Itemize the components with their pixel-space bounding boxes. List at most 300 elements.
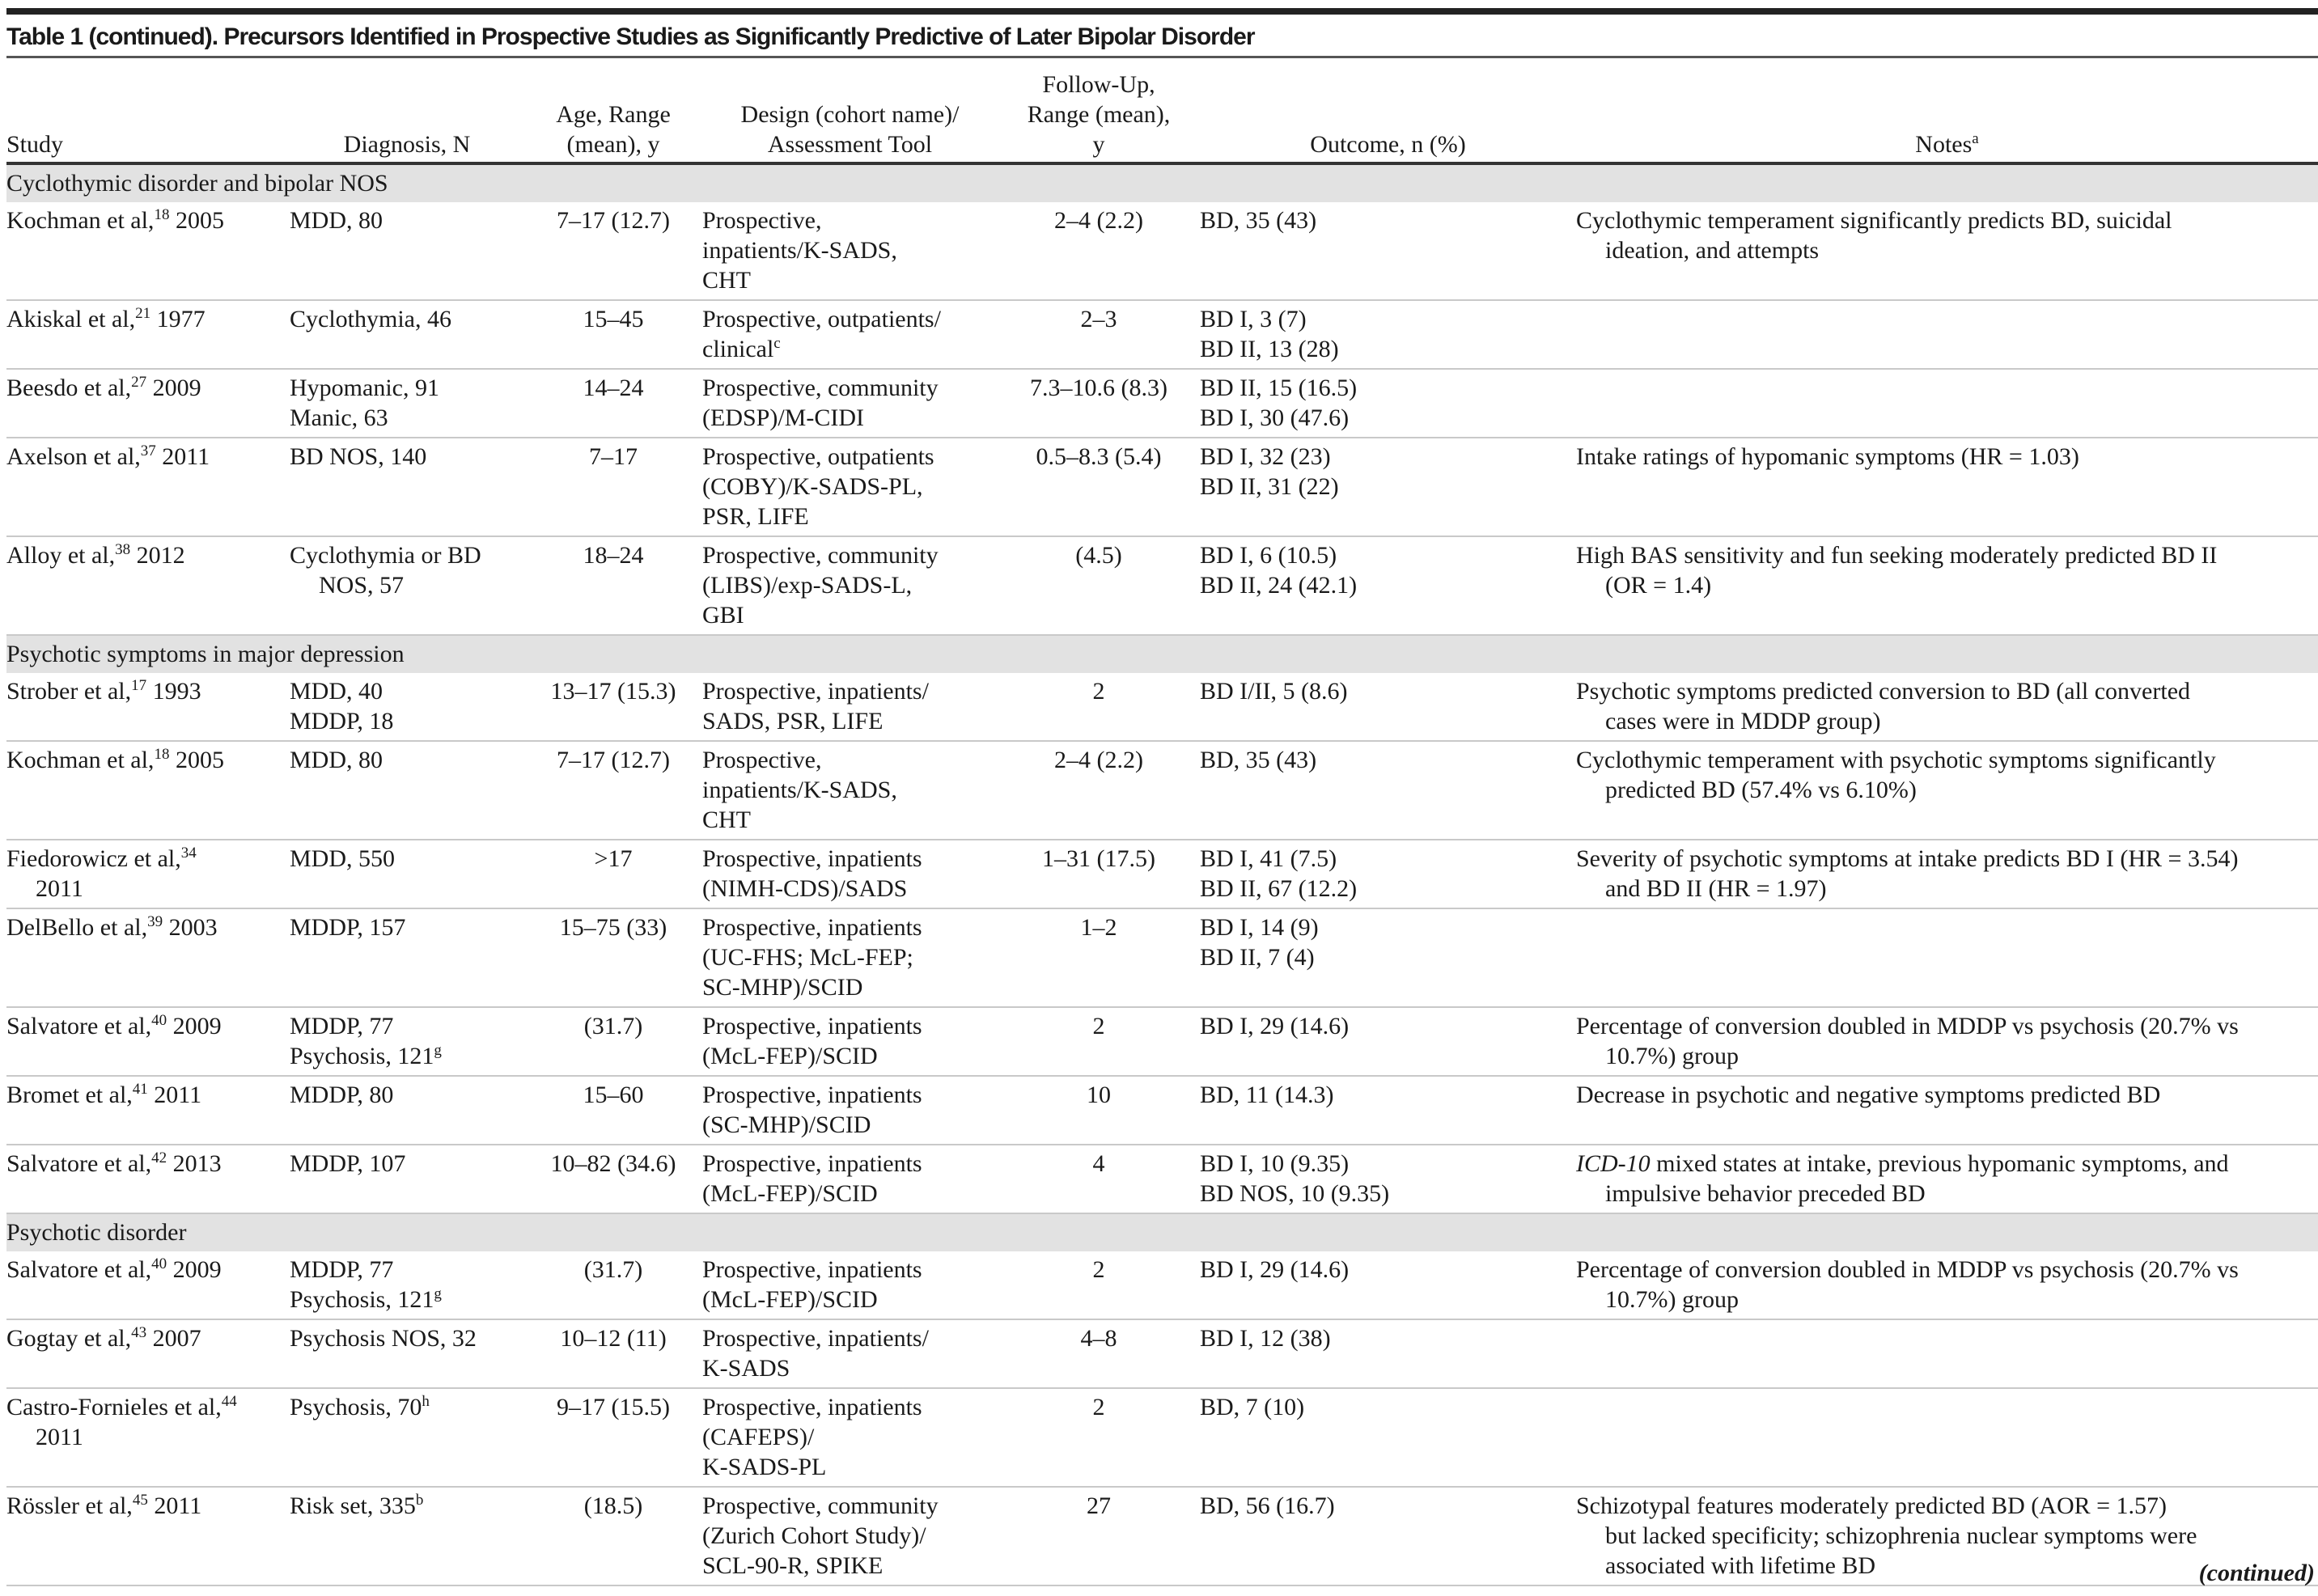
cell-outcome [1200,1007,1576,1076]
design-line: (Zurich Cohort Study)/ [702,1522,926,1549]
study-line [6,1149,290,1179]
design-line: Prospective, outpatients [702,443,934,470]
header-followup [998,58,1200,163]
table-row [6,300,2318,369]
notes-line: (OR = 1.4) [1605,572,1712,599]
cell-design [702,673,998,741]
study-line-text: Salvatore et al, [6,1013,152,1039]
design-line: (CAFEPS)/ [702,1424,815,1450]
cell-age: (31.7) [524,1251,702,1319]
table-row [6,741,2318,840]
cell-notes [1576,536,2318,635]
cell-age: 15–75 (33) [524,908,702,1007]
cell-diagnosis [290,741,524,840]
design-line: K-SADS [702,1355,790,1382]
cell-diagnosis [290,202,524,300]
study-line-text: DelBello et al, [6,914,148,941]
table-row [6,202,2318,300]
study-line-ref: 18 [154,746,170,763]
diagnosis-line: MDDP, 80 [290,1082,394,1108]
study-line-tail: 2013 [167,1150,222,1177]
header-line: (mean), y [566,131,660,158]
study-line-ref: 42 [151,1149,167,1166]
cell-followup: 7.3–10.6 (8.3) [998,369,1200,438]
study-line-ref: 45 [132,1492,148,1509]
header-diagnosis [290,58,524,163]
table-body [6,163,2318,1585]
header-row [6,58,2318,163]
notes-line: Psychotic symptoms predicted conversion to BD (all converted [1576,678,2191,705]
cell-study [6,438,290,536]
cell-notes [1576,1251,2318,1319]
diagnosis-line: MDD, 550 [290,845,396,872]
design-line: SADS, PSR, LIFE [702,708,884,734]
cell-diagnosis [290,1388,524,1487]
cell-outcome [1200,1319,1576,1388]
study-line [6,205,290,235]
cell-design [702,1319,998,1388]
design-line: SC-MHP)/SCID [702,974,863,1001]
cell-design [702,1487,998,1585]
cell-diagnosis [290,908,524,1007]
cell-outcome [1200,741,1576,840]
cell-study [6,840,290,908]
cell-diagnosis [290,840,524,908]
notes-line: Schizotypal features moderately predicted BD (AOR = 1.57) [1576,1492,2168,1519]
precursors-table [6,58,2318,1586]
diagnosis-line [290,1285,524,1314]
header-line: Study [6,131,64,158]
design-line: inpatients/K-SADS, [702,237,897,264]
notes-line: impulsive behavior preceded BD [1605,1180,1926,1207]
table-row [6,1319,2318,1388]
study-line [6,745,290,775]
study-line-text: Gogtay et al, [6,1325,132,1352]
table-row [6,1145,2318,1213]
outcome-line: BD, 35 (43) [1200,747,1317,773]
cell-notes [1576,1007,2318,1076]
cell-notes [1576,673,2318,741]
cell-outcome [1200,1076,1576,1145]
study-line-ref: 43 [131,1324,147,1341]
notes-line: Cyclothymic temperament with psychotic symptoms significantly [1576,747,2216,773]
diagnosis-line: MDDP, 77 [290,1256,394,1283]
cell-outcome [1200,369,1576,438]
continued-label: (continued) [2198,1560,2315,1586]
design-line: Prospective, inpatients/ [702,1325,929,1352]
design-line: (McL-FEP)/SCID [702,1043,878,1069]
diagnosis-line-ref: g [434,1285,442,1302]
cell-notes [1576,438,2318,536]
cell-design [702,908,998,1007]
cell-age: (18.5) [524,1487,702,1585]
cell-followup: 2 [998,673,1200,741]
table-row [6,1076,2318,1145]
outcome-line: BD, 56 (16.7) [1200,1492,1335,1519]
header-line: Diagnosis, N [343,131,471,158]
cell-outcome [1200,300,1576,369]
diagnosis-line: NOS, 57 [319,572,405,599]
study-line-text: Axelson et al, [6,443,141,470]
header-age [524,58,702,163]
notes-line-text: mixed states at intake, previous hypomanic symptoms, and [1650,1150,2229,1177]
notes-line: Cyclothymic temperament significantly predicts BD, suicidal [1576,207,2172,234]
notes-line: Percentage of conversion doubled in MDDP vs psychosis (20.7% vs [1576,1013,2239,1039]
study-line [6,1491,290,1521]
design-line-text: clinical [702,336,774,362]
study-line-tail: 2009 [146,375,201,401]
cell-study [6,1319,290,1388]
outcome-line: BD I, 14 (9) [1200,914,1319,941]
outcome-line: BD I/II, 5 (8.6) [1200,678,1348,705]
study-line-tail: 2009 [167,1013,222,1039]
design-line: Prospective, community [702,542,939,569]
design-line: Prospective, community [702,375,939,401]
header-notes [1576,58,2318,163]
study-line-text: Kochman et al, [6,747,155,773]
cell-study [6,1487,290,1585]
design-line: Prospective, inpatients [702,1013,922,1039]
cell-outcome [1200,438,1576,536]
study-line-text: Rössler et al, [6,1492,133,1519]
study-line [6,304,290,334]
cell-followup: 1–2 [998,908,1200,1007]
cell-outcome [1200,536,1576,635]
study-line-tail: 2005 [169,747,224,773]
cell-notes [1576,369,2318,438]
design-line: SCL-90-R, SPIKE [702,1552,884,1579]
top-rule [6,8,2318,15]
diagnosis-line: Cyclothymia or BD [290,542,481,569]
cell-age: 7–17 [524,438,702,536]
study-line-ref: 27 [131,374,147,391]
diagnosis-line: Hypomanic, 91 [290,375,439,401]
cell-notes [1576,908,2318,1007]
diagnosis-line: MDD, 80 [290,747,384,773]
diagnosis-line: MDDP, 107 [290,1150,406,1177]
diagnosis-line: MDDP, 157 [290,914,406,941]
outcome-line: BD II, 13 (28) [1200,336,1339,362]
study-line-tail: 2012 [130,542,185,569]
cell-followup: 2–3 [998,300,1200,369]
cell-notes [1576,1319,2318,1388]
cell-age: 14–24 [524,369,702,438]
outcome-line: BD II, 15 (16.5) [1200,375,1358,401]
outcome-line: BD NOS, 10 (9.35) [1200,1180,1390,1207]
design-line: (SC-MHP)/SCID [702,1111,871,1138]
design-line: (LIBS)/exp-SADS-L, [702,572,913,599]
study-line-text: Castro-Fornieles et al, [6,1394,222,1420]
cell-notes [1576,202,2318,300]
study-line-tail: 2007 [146,1325,201,1352]
design-line: K-SADS-PL [702,1454,827,1480]
table-row [6,536,2318,635]
cell-followup: 27 [998,1487,1200,1585]
cell-diagnosis [290,536,524,635]
cell-age: 9–17 (15.5) [524,1388,702,1487]
cell-outcome [1200,1251,1576,1319]
cell-study [6,1388,290,1487]
notes-line: 10.7%) group [1605,1043,1739,1069]
study-line-ref: 40 [151,1255,167,1272]
notes-line: Decrease in psychotic and negative symptoms predicted BD [1576,1082,2161,1108]
study-line-text: Alloy et al, [6,542,116,569]
design-line: (NIMH-CDS)/SADS [702,875,908,902]
cell-design [702,438,998,536]
notes-line: ideation, and attempts [1605,237,1820,264]
study-line-text: Strober et al, [6,678,132,705]
design-line-ref: c [773,335,781,352]
study-line [6,1011,290,1041]
design-line: Prospective, community [702,1492,939,1519]
study-line [6,1392,290,1422]
diagnosis-line-ref: h [422,1393,430,1410]
design-line: (UC-FHS; McL-FEP; [702,944,913,971]
cell-diagnosis [290,1487,524,1585]
design-line: Prospective, outpatients/ [702,306,941,332]
cell-age: 7–17 (12.7) [524,202,702,300]
cell-study [6,673,290,741]
table-row [6,369,2318,438]
notes-line: Severity of psychotic symptoms at intake predicts BD I (HR = 3.54) [1576,845,2239,872]
study-line [6,1080,290,1110]
cell-outcome [1200,1487,1576,1585]
header-notes-label: Notes [1915,131,1973,158]
design-line: GBI [702,602,744,629]
cell-study [6,202,290,300]
design-line [702,334,998,364]
notes-line: and BD II (HR = 1.97) [1605,875,1827,902]
study-line-tail: 2011 [155,443,210,470]
cell-age: 10–82 (34.6) [524,1145,702,1213]
cell-outcome [1200,908,1576,1007]
table-row [6,1388,2318,1487]
diagnosis-line [290,1041,524,1071]
cell-age: (31.7) [524,1007,702,1076]
cell-followup: 10 [998,1076,1200,1145]
notes-line-italic: ICD-10 [1576,1150,1651,1177]
design-line: CHT [702,806,751,833]
design-line: Prospective, inpatients [702,1150,922,1177]
design-line: Prospective, inpatients/ [702,678,929,705]
study-line-ref: 40 [151,1012,167,1029]
study-line-ref: 38 [115,541,131,558]
cell-age: 13–17 (15.3) [524,673,702,741]
study-line-ref: 34 [180,845,197,862]
table-row [6,908,2318,1007]
study-line-text: Kochman et al, [6,207,155,234]
diagnosis-line-text: Psychosis, 121 [290,1286,434,1313]
design-line: CHT [702,267,751,294]
study-line [6,912,290,942]
header-line: Age, Range [556,101,671,128]
outcome-line: BD I, 10 (9.35) [1200,1150,1350,1177]
design-line: (EDSP)/M-CIDI [702,404,864,431]
design-line: Prospective, inpatients [702,1256,922,1283]
outcome-line: BD, 35 (43) [1200,207,1317,234]
section-label: Psychotic symptoms in major depression [6,635,2318,673]
diagnosis-line [290,1491,524,1521]
diagnosis-line: Manic, 63 [290,404,388,431]
notes-line [1576,1149,2318,1179]
table-row [6,673,2318,741]
cell-followup: 2 [998,1388,1200,1487]
header-line: Design (cohort name)/ [740,101,960,128]
cell-outcome [1200,1388,1576,1487]
cell-study [6,300,290,369]
table-title: Table 1 (continued). Precursors Identified in Prospective Studies as Significantly Predictive of Later Bipolar Disorder [6,23,1255,50]
outcome-line: BD I, 32 (23) [1200,443,1331,470]
design-line: Prospective, [702,207,822,234]
diagnosis-line-ref: b [415,1492,424,1509]
cell-diagnosis [290,1251,524,1319]
cell-study [6,536,290,635]
study-line-text: Salvatore et al, [6,1256,152,1283]
study-line [6,540,290,570]
study-line-tail: 2003 [163,914,218,941]
cell-design [702,840,998,908]
header-design [702,58,998,163]
cell-notes [1576,1076,2318,1145]
study-line: 2011 [36,875,83,902]
outcome-line: BD II, 24 (42.1) [1200,572,1358,599]
cell-followup: (4.5) [998,536,1200,635]
study-line-text: Akiskal et al, [6,306,136,332]
design-line: PSR, LIFE [702,503,809,530]
notes-line: Percentage of conversion doubled in MDDP vs psychosis (20.7% vs [1576,1256,2239,1283]
cell-outcome [1200,202,1576,300]
cell-notes [1576,1145,2318,1213]
study-line-ref: 18 [154,206,170,223]
outcome-line: BD II, 7 (4) [1200,944,1315,971]
cell-study [6,369,290,438]
cell-diagnosis [290,1145,524,1213]
cell-diagnosis [290,438,524,536]
study-line-tail: 1977 [150,306,206,332]
section-label: Psychotic disorder [6,1213,2318,1251]
outcome-line: BD I, 29 (14.6) [1200,1013,1350,1039]
cell-notes [1576,840,2318,908]
study-line-tail: 2011 [147,1082,202,1108]
header-line: y [1092,131,1105,158]
cell-study [6,1076,290,1145]
cell-followup: 2–4 (2.2) [998,741,1200,840]
cell-design [702,1145,998,1213]
notes-line: predicted BD (57.4% vs 6.10%) [1605,777,1917,803]
outcome-line: BD, 11 (14.3) [1200,1082,1334,1108]
table-row [6,1007,2318,1076]
notes-line: but lacked specificity; schizophrenia nuclear symptoms were [1605,1522,2197,1549]
notes-line: cases were in MDDP group) [1605,708,1881,734]
study-line-ref: 37 [140,442,156,459]
design-line: Prospective, inpatients [702,914,922,941]
diagnosis-line-ref: g [434,1042,442,1059]
diagnosis-line: MDDP, 18 [290,708,394,734]
cell-study [6,908,290,1007]
cell-design [702,1251,998,1319]
study-line-ref: 21 [135,305,151,322]
cell-design [702,202,998,300]
cell-age: 7–17 (12.7) [524,741,702,840]
design-line: (McL-FEP)/SCID [702,1180,878,1207]
header-notes-footnote: a [1972,130,1979,147]
cell-age: >17 [524,840,702,908]
outcome-line: BD I, 29 (14.6) [1200,1256,1350,1283]
diagnosis-line-text: Psychosis, 70 [290,1394,422,1420]
cell-diagnosis [290,300,524,369]
cell-design [702,369,998,438]
cell-study [6,1251,290,1319]
cell-design [702,300,998,369]
study-line-text: Bromet et al, [6,1082,133,1108]
cell-design [702,1007,998,1076]
cell-study [6,1145,290,1213]
study-line-tail: 2011 [147,1492,202,1519]
outcome-line: BD, 7 (10) [1200,1394,1305,1420]
cell-design [702,1076,998,1145]
header-outcome [1200,58,1576,163]
cell-outcome [1200,1145,1576,1213]
diagnosis-line: MDDP, 77 [290,1013,394,1039]
cell-study [6,1007,290,1076]
cell-age: 15–60 [524,1076,702,1145]
header-line: Outcome, n (%) [1310,131,1466,158]
cell-outcome [1200,840,1576,908]
cell-diagnosis [290,1076,524,1145]
notes-line: Intake ratings of hypomanic symptoms (HR = 1.03) [1576,443,2079,470]
cell-design [702,741,998,840]
diagnosis-line-text: Psychosis, 121 [290,1043,434,1069]
notes-line: 10.7%) group [1605,1286,1739,1313]
diagnosis-line-text: Risk set, 335 [290,1492,416,1519]
table-row [6,1251,2318,1319]
cell-age: 18–24 [524,536,702,635]
section-row [6,163,2318,202]
notes-line: High BAS sensitivity and fun seeking moderately predicted BD II [1576,542,2218,569]
cell-followup: 1–31 (17.5) [998,840,1200,908]
diagnosis-line: Psychosis NOS, 32 [290,1325,477,1352]
design-line: inpatients/K-SADS, [702,777,897,803]
cell-followup: 2 [998,1251,1200,1319]
design-line: Prospective, inpatients [702,845,922,872]
study-line-ref: 41 [132,1081,148,1098]
outcome-line: BD I, 41 (7.5) [1200,845,1337,872]
study-line-tail: 2005 [169,207,224,234]
design-line: (McL-FEP)/SCID [702,1286,878,1313]
study-line: 2011 [36,1424,83,1450]
outcome-line: BD I, 12 (38) [1200,1325,1331,1352]
cell-diagnosis [290,1319,524,1388]
study-line-tail: 1993 [146,678,201,705]
diagnosis-line: MDD, 80 [290,207,384,234]
cell-notes [1576,741,2318,840]
outcome-line: BD I, 6 (10.5) [1200,542,1337,569]
section-row [6,635,2318,673]
cell-followup: 4–8 [998,1319,1200,1388]
study-line [6,373,290,403]
header-line: Assessment Tool [767,131,933,158]
table-row [6,438,2318,536]
notes-line: associated with lifetime BD [1605,1552,1876,1579]
table-row [6,840,2318,908]
outcome-line: BD II, 31 (22) [1200,473,1339,500]
study-line-ref: 44 [221,1393,237,1410]
cell-study [6,741,290,840]
cell-diagnosis [290,1007,524,1076]
cell-followup: 4 [998,1145,1200,1213]
study-line [6,1323,290,1353]
header-line: Follow-Up, [1042,71,1155,98]
